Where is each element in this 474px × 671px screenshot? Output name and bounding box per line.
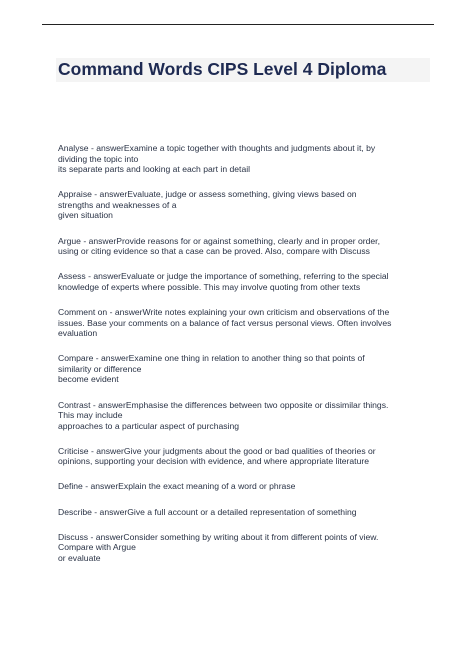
entry-line: its separate parts and looking at each part in detail: [58, 164, 251, 175]
entry-line: strengths and weaknesses of a: [58, 199, 177, 210]
entry-line: or evaluate: [58, 552, 101, 563]
entry-line: Analyse - answerExamine a topic together with thoughts and judgments about it, by: [58, 143, 376, 153]
entry-line: Discuss - answerConsider something by writing about it from different points of view.: [58, 531, 379, 542]
entry-line: Argue - answerProvide reasons for or against something, clearly and in proper order,: [58, 235, 380, 246]
top-rule: [42, 24, 434, 25]
entry-describe: [58, 507, 436, 518]
entry-line: similarity or difference: [58, 363, 142, 374]
entry-line: Compare with Argue: [58, 542, 136, 553]
entry-line: Contrast - answerEmphasise the differences between two opposite or dissimilar things.: [58, 399, 389, 410]
entry-line: Criticise - answerGive your judgments about the good or bad qualities of theories or: [58, 445, 376, 456]
entry-line: using or citing evidence so that a case can be proved. Also, compare with Discuss: [58, 246, 370, 257]
document-title: Command Words CIPS Level 4 Diploma: [58, 59, 387, 79]
entry-line: Appraise - answerEvaluate, judge or assess something, giving views based on: [58, 189, 357, 200]
entry-argue: [58, 236, 436, 257]
entry-line: This may include: [58, 410, 123, 421]
entry-line: approaches to a particular aspect of purchasing: [58, 420, 240, 431]
entry-line: issues. Base your comments on a balance of fact versus personal views. Often involves: [58, 317, 392, 328]
entry-line: dividing the topic into: [58, 153, 139, 164]
entry-compare: [58, 353, 436, 385]
entry-line: Comment on - answerWrite notes explaining your own criticism and observations of the: [58, 306, 390, 317]
entry-define: [58, 481, 436, 492]
entry-line: Define - answerExplain the exact meaning of a word or phrase: [58, 481, 296, 492]
entry-line: opinions, supporting your decision with evidence, and where appropriate literature: [58, 456, 369, 467]
entry-comment-on: [58, 307, 436, 339]
entry-discuss: [58, 532, 436, 564]
entry-list: [58, 143, 436, 578]
entry-line: knowledge of experts where possible. This may involve quoting from other texts: [58, 281, 361, 292]
entry-line: given situation: [58, 210, 113, 221]
entry-assess: [58, 271, 436, 292]
entry-line: evaluation: [58, 328, 98, 339]
entry-criticise: [58, 446, 436, 467]
entry-analyse: [58, 143, 436, 175]
entry-line: Assess - answerEvaluate or judge the importance of something, referring to the special: [58, 271, 389, 282]
entry-appraise: [58, 189, 436, 221]
entry-line: Describe - answerGive a full account or a detailed representation of something: [58, 506, 357, 517]
entry-line: Compare - answerExamine one thing in relation to another thing so that points of: [58, 353, 365, 364]
entry-contrast: [58, 400, 436, 432]
entry-line: become evident: [58, 374, 119, 385]
